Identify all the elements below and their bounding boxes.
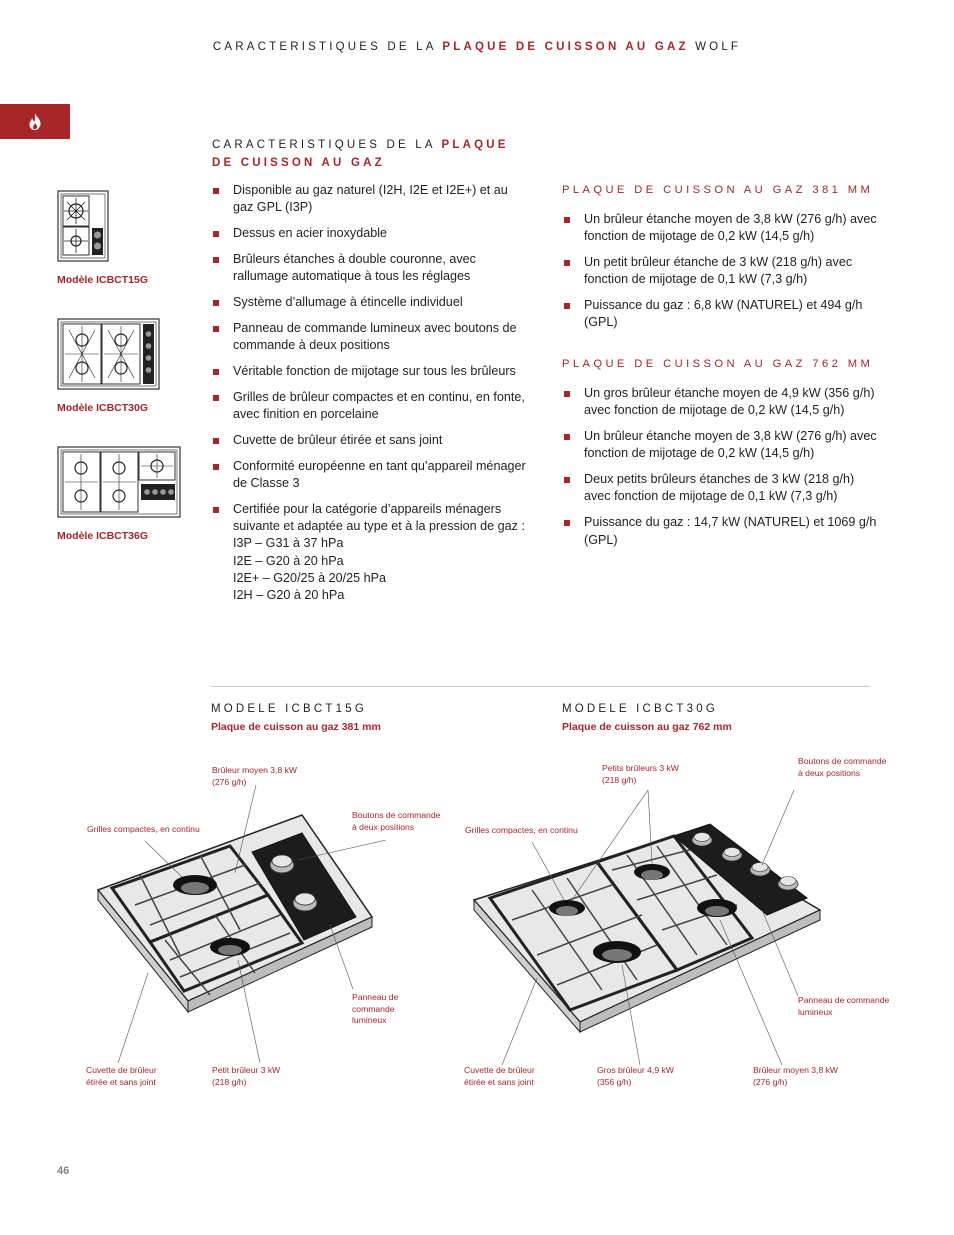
caption-icbct30g: Modèle ICBCT30G [57,402,149,414]
list-item: Un brûleur étanche moyen de 3,8 kW (276 g/h) avec fonction de mijotage de 0,2 kW (14,5 g/h) [562,428,878,463]
caption-icbct36g: Modèle ICBCT36G [57,530,149,542]
spec-762-list [562,385,878,557]
section-tab [0,104,70,139]
list-item: Puissance du gaz : 14,7 kW (NATUREL) et 1069 g/h (GPL) [562,514,878,549]
features-title-highlight-2: DE CUISSON AU GAZ [212,156,385,169]
cooktop-15-illustration [80,755,460,1100]
pressure-line: I2H – G20 à 20 hPa [233,588,345,603]
spec-381-title: PLAQUE DE CUISSON AU GAZ 381 MM [562,184,874,196]
features-title [212,137,509,172]
list-item: Système d’allumage à étincelle individuel [211,294,529,311]
diagram-30-title: MODELE ICBCT30G [562,703,718,715]
thumb-icbct36g [57,446,181,523]
callout-15-pan: Cuvette de brûleur étirée et sans joint [86,1065,157,1087]
list-item: Un petit brûleur étanche de 3 kW (218 g/h) avec fonction de mijotage de 0,1 kW (7,3 g/h) [562,254,878,289]
pressure-line: I3P – G31 à 37 hPa [233,536,344,551]
features-title-prefix: CARACTERISTIQUES DE LA [212,139,442,151]
list-item: Un gros brûleur étanche moyen de 4,9 kW (356 g/h) avec fonction de mijotage de 0,2 kW (14,5 g/h) [562,385,878,420]
spec-381-list [562,211,878,340]
list-item: Cuvette de brûleur étirée et sans joint [211,432,529,449]
list-item: Grilles de brûleur compactes et en continu, en fonte, avec finition en porcelaine [211,389,529,424]
features-title-highlight-1: PLAQUE [441,139,509,151]
spec-762-title: PLAQUE DE CUISSON AU GAZ 762 MM [562,358,874,370]
list-item: Véritable fonction de mijotage sur tous les brûleurs [211,363,529,380]
callout-15-small-burner: Petit brûleur 3 kW (218 g/h) [212,1065,281,1087]
diagram-30-subtitle: Plaque de cuisson au gaz 762 mm [562,721,732,733]
features-list [211,182,529,613]
pressure-line: I2E+ – G20/25 à 20/25 hPa [233,570,386,585]
page-number: 46 [57,1165,70,1177]
header-prefix: CARACTERISTIQUES DE LA [212,41,443,53]
list-item: Deux petits brûleurs étanches de 3 kW (218 g/h) avec fonction de mijotage de 0,1 kW (7,3 g/h) [562,471,878,506]
callout-30-small-burners: Petits brûleurs 3 kW (218 g/h) [602,763,679,785]
page-header [0,41,954,53]
list-item: Brûleurs étanches à double couronne, avec rallumage automatique à tous les réglages [211,251,529,286]
callout-15-medium-burner: Brûleur moyen 3,8 kW (276 g/h) [212,765,298,787]
list-item: Conformité européenne en tant qu’appareil ménager de Classe 3 [211,458,529,493]
callout-30-large-burner: Gros brûleur 4,9 kW (356 g/h) [597,1065,674,1087]
flame-icon [28,113,42,130]
callout-30-knobs: Boutons de commande à deux positions [798,756,887,778]
callout-30-grates: Grilles compactes, en continu [465,825,578,835]
pressure-line: I2E – G20 à 20 hPa [233,553,344,568]
header-suffix: WOLF [688,41,742,53]
cooktop-30-illustration [462,760,882,1100]
diagram-15-subtitle: Plaque de cuisson au gaz 381 mm [211,721,381,733]
thumb-icbct15g [57,190,109,267]
callout-15-knobs: Boutons de commande à deux positions [352,810,441,832]
callout-15-grates: Grilles compactes, en continu [87,824,200,834]
list-item: Panneau de commande lumineux avec boutons de commande à deux positions [211,320,529,355]
header-highlight: PLAQUE DE CUISSON AU GAZ [442,41,689,53]
section-divider [211,686,870,687]
list-item: Dessus en acier inoxydable [211,225,529,242]
callout-30-pan: Cuvette de brûleur étirée et sans joint [464,1065,535,1087]
callout-30-medium-burner: Brûleur moyen 3,8 kW (276 g/h) [753,1065,839,1087]
callout-30-panel: Panneau de commande lumineux [798,995,890,1017]
caption-icbct15g: Modèle ICBCT15G [57,274,149,286]
list-item: Puissance du gaz : 6,8 kW (NATUREL) et 494 g/h (GPL) [562,297,878,332]
list-item [211,501,529,605]
thumb-icbct30g [57,318,160,395]
callout-15-panel: Panneau de commande lumineux [352,992,399,1025]
certification-text: Certifiée pour la catégorie d’appareils ménagers suivante et adaptée au type et à la pression de gaz : [233,501,525,533]
list-item: Disponible au gaz naturel (I2H, I2E et I2E+) et au gaz GPL (I3P) [211,182,529,217]
list-item: Un brûleur étanche moyen de 3,8 kW (276 g/h) avec fonction de mijotage de 0,2 kW (14,5 g/h) [562,211,878,246]
diagram-15-title: MODELE ICBCT15G [211,703,367,715]
